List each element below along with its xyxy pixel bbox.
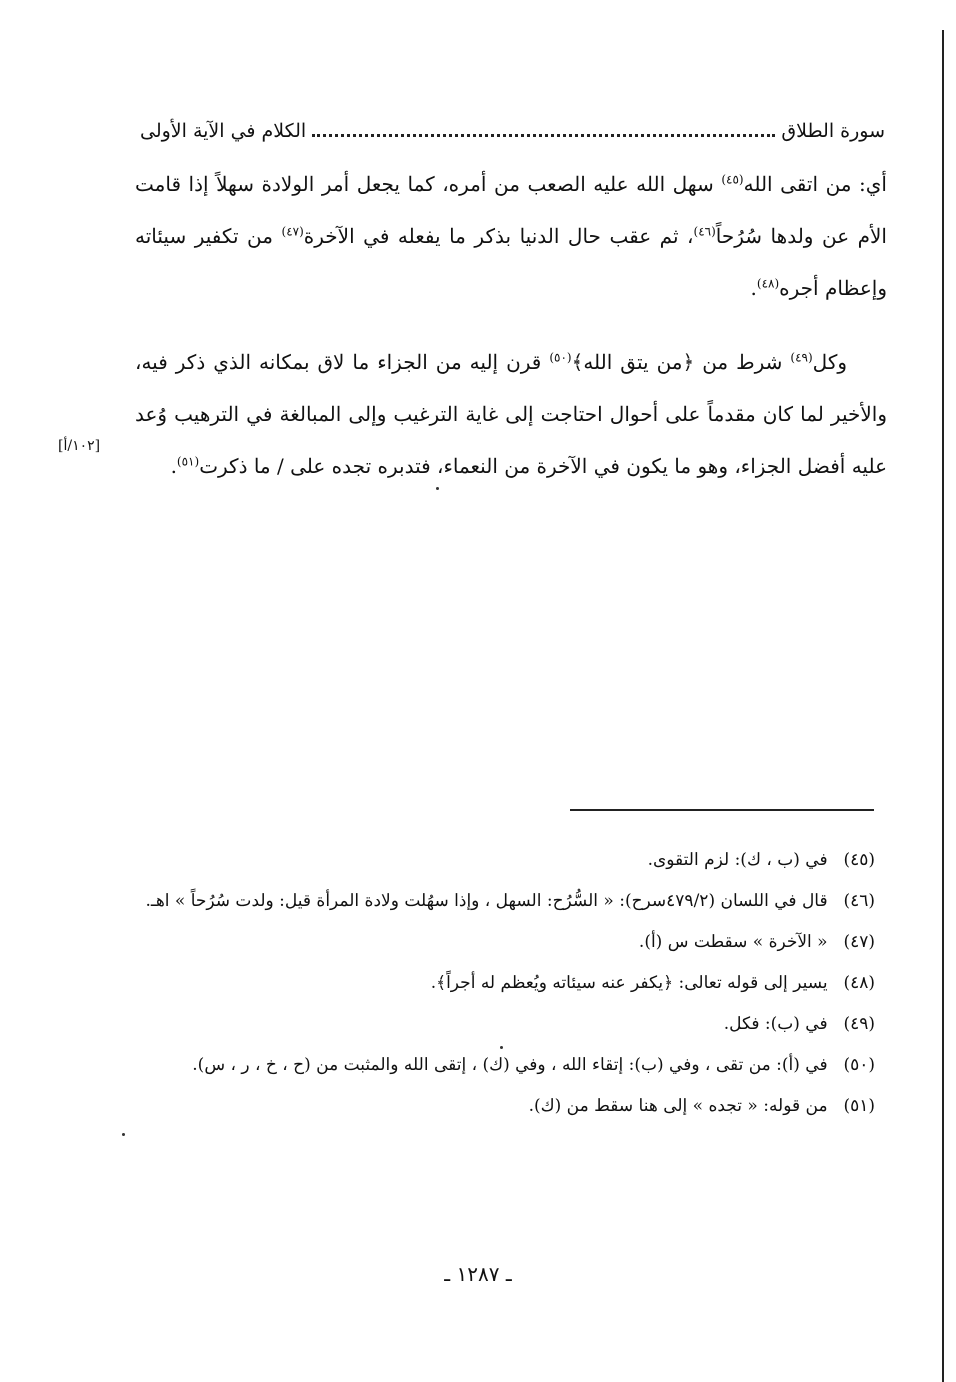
- paragraph-2: [135, 336, 887, 492]
- footnote-text: قال في اللسان (٤٧٩/٢سرح): « السُّرُح: السهل ، وإذا سهُلت ولادة المرأة قيل: ولدت سُرُحاً » اهـ.: [145, 891, 833, 911]
- footnote-marker: (٤٦): [693, 224, 716, 239]
- footnote-text: « الآخرة » سقطت س (أ).: [638, 932, 833, 952]
- header-sura-name: سورة الطلاق: [781, 120, 885, 142]
- text-run: أي: من اتقى الله: [743, 172, 887, 196]
- footnote-number: (٤٦): [843, 891, 875, 911]
- text-run: .: [170, 454, 177, 478]
- footnote-number: (٤٩): [843, 1014, 875, 1034]
- footnote-text: يسير إلى قوله تعالى: ﴿يكفر عنه سيئاته ويُعظم له أجراً﴾.: [430, 973, 833, 993]
- footnote-item: [125, 1004, 875, 1045]
- footnote-marker: (٤٥): [721, 172, 744, 187]
- footnote-separator: [570, 809, 874, 811]
- footnote-number: (٥٠): [843, 1055, 875, 1075]
- manuscript-folio-reference: [١٠٢/أ]: [58, 438, 101, 454]
- scan-speck: [500, 1046, 503, 1049]
- text-run: قرن إليه من الجزاء ما لاق بمكانه الذي ذكر فيه، والأخير لما كان مقدماً على أحوال احتاجت إلى غاية الترغيب وإلى المبالغة في الترهيب وُعد عليه أفضل الجزاء، وهو ما يكون في الآخرة من النعماء، فتدبره تجده على / ما ذكرت: [135, 350, 887, 478]
- footnote-number: (٤٧): [843, 932, 875, 952]
- footnote-text: من قوله: « تجده » إلى هنا سقط من (ك).: [528, 1096, 833, 1116]
- footnote-text: في (ب): فكل.: [723, 1014, 833, 1034]
- page-number: ـ ١٢٨٧ ـ: [444, 1262, 512, 1286]
- footnote-marker: (٥١): [176, 454, 200, 469]
- text-run: من تكفير سيئاته وإعظام أجره: [135, 224, 887, 300]
- running-header: [140, 110, 885, 142]
- text-run: .: [750, 276, 757, 300]
- header-topic: الكلام في الآية الأولى: [140, 120, 307, 142]
- footnote-number: (٥١): [843, 1096, 875, 1116]
- scan-speck: [436, 487, 439, 490]
- footnote-text: في (أ): من تقى ، وفي (ب): إتقاء الله ، وفي (ك) ، إتقى الله والمثبت من (ح ، خ ، ر ، س).: [192, 1055, 833, 1075]
- header-dot-leader: [312, 133, 775, 137]
- text-run: شرط من ﴿من يتق الله﴾: [571, 350, 791, 374]
- main-text: [135, 158, 887, 492]
- paragraph-1: [135, 158, 887, 314]
- text-run: سهل الله عليه الصعب من أمره، كما يجعل أمر الولادة سهلاً إذا قامت الأم عن ولدها سُرُحاً: [135, 172, 887, 248]
- footnote-marker: (٥٠): [549, 350, 572, 365]
- footnotes-section: [125, 840, 875, 1127]
- footnote-number: (٤٨): [843, 973, 875, 993]
- footnote-item: [125, 1045, 875, 1086]
- footnote-item: [125, 963, 875, 1004]
- footnote-marker: (٤٩): [790, 350, 813, 365]
- footnote-marker: (٤٧): [281, 224, 304, 239]
- page-edge-line: [942, 30, 944, 1382]
- footnote-item: [125, 840, 875, 881]
- text-run: ، ثم عقب حال الدنيا بذكر ما يفعله في الآخرة: [303, 224, 694, 248]
- footnote-item: [125, 1086, 875, 1127]
- footnote-item: [125, 881, 875, 922]
- footnote-item: [125, 922, 875, 963]
- footnote-number: (٤٥): [843, 850, 875, 870]
- scan-speck: [122, 1133, 125, 1136]
- footnote-text: في (ب ، ك): لزم التقوى.: [647, 850, 833, 870]
- footnote-marker: (٤٨): [756, 276, 780, 291]
- text-run: وكل: [812, 350, 847, 374]
